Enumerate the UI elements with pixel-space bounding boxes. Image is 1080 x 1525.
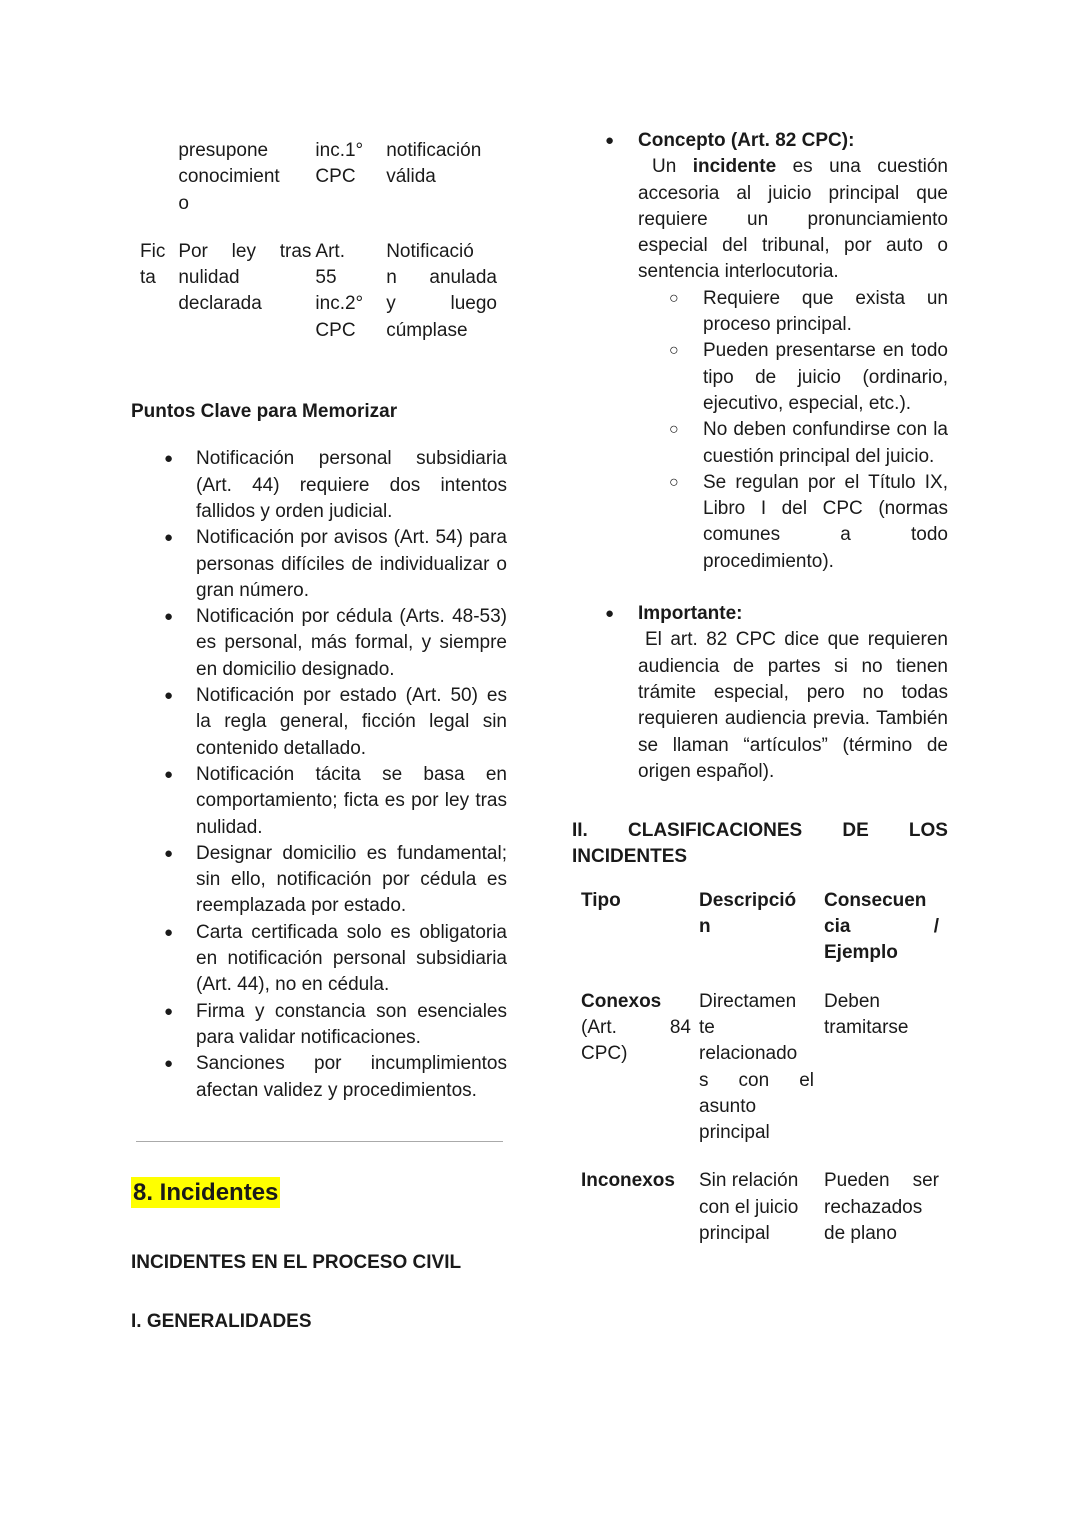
table-row <box>131 239 507 344</box>
table-cell: inc.1° CPC <box>315 140 364 188</box>
list-item: ● Notificación por estado (Art. 50) es la regla general, ficción legal sin contenido detallado. <box>131 683 507 762</box>
tipo-label: Inconexos <box>581 1170 675 1192</box>
concept-text-post: es una cuestión accesoria al juicio principal que requiere un pronunciamiento especial del tribunal, por auto o sentencia interlocutoria. <box>638 156 948 283</box>
table-cell: Deben tramitarse <box>824 990 909 1038</box>
table-row <box>131 128 507 239</box>
list-item: ● Designar domicilio es fundamental; sin ello, notificación por cédula es reemplazada por estado. <box>131 841 507 920</box>
right-column <box>572 128 948 1247</box>
concept-heading: ● Concepto (Art. 82 CPC): <box>638 130 855 151</box>
list-item: ● Firma y constancia son esenciales para validar notificaciones. <box>131 999 507 1052</box>
classifications-title <box>572 818 948 871</box>
list-item: ● Carta certificada solo es obligatoria en notificación personal subsidiaria (Art. 44), no en cédula. <box>131 920 507 999</box>
notification-table <box>131 128 507 344</box>
chapter-title-wrap <box>131 1177 507 1208</box>
important-item <box>572 601 948 785</box>
header-cell: Descripció n <box>699 889 797 938</box>
left-column <box>131 128 507 1336</box>
list-item: ● Notificación por cédula (Arts. 48-53) es personal, más formal, y siempre en domicilio designado. <box>131 604 507 683</box>
chapter-title: 8. Incidentes <box>133 1178 279 1206</box>
concept-text-bold: incidente <box>692 156 777 178</box>
important-heading: ● Importante: <box>638 603 743 625</box>
list-item: ● Notificación personal subsidiaria (Art. 44) requiere dos intentos fallidos y orden judicial. <box>131 446 507 525</box>
section-divider <box>136 1141 503 1142</box>
tipo-label: Conexos <box>581 990 662 1012</box>
section-heading: I. GENERALIDADES <box>131 1311 312 1333</box>
table-cell: Notificació n anulada y luego cúmplase <box>386 240 497 341</box>
concept-list <box>572 128 948 785</box>
table-cell: Sin relación con el juicio principal <box>699 1170 799 1244</box>
sublist-item: ○ No deben confundirse con la cuestión principal del juicio. <box>638 417 948 470</box>
concept-text <box>638 154 948 285</box>
concept-item <box>572 128 948 575</box>
table-cell <box>131 128 178 239</box>
table-row <box>581 989 939 1169</box>
header-cell: Tipo <box>581 889 621 911</box>
key-points-title: Puntos Clave para Memorizar <box>131 401 398 423</box>
header-cell: Consecuen cia / Ejemplo <box>824 889 939 964</box>
table-cell: Conexos (Art. 84 CPC) <box>581 990 691 1065</box>
list-item: ● Notificación por avisos (Art. 54) para personas difíciles de individualizar o gran número. <box>131 525 507 604</box>
table-cell: presupone conocimient o <box>178 140 280 214</box>
table-cell: Pueden ser rechazados de plano <box>824 1170 939 1244</box>
important-text: El art. 82 CPC dice que requieren audiencia de partes si no tienen trámite especial, pero no todas requieren audiencia previa. También se llaman “artículos” (término de origen español). <box>638 629 948 782</box>
classifications-title-text: II. CLASIFICACIONES DE LOS INCIDENTES <box>572 820 948 868</box>
list-item: ● Sanciones por incumplimientos afectan validez y procedimientos. <box>131 1051 507 1104</box>
table-cell: Por ley tras nulidad declarada <box>178 240 312 315</box>
table-header-row <box>581 888 939 989</box>
sublist-item: ○ Requiere que exista un proceso principal. <box>638 286 948 339</box>
sublist-item: ○ Se regulan por el Título IX, Libro I del CPC (normas comunes a todo procedimiento). <box>638 470 948 575</box>
table-row <box>581 1168 939 1247</box>
list-item: ● Notificación tácita se basa en comportamiento; ficta es por ley tras nulidad. <box>131 762 507 841</box>
table-cell: notificación válida <box>386 140 482 188</box>
chapter-subtitle: INCIDENTES EN EL PROCESO CIVIL <box>131 1252 462 1274</box>
table-cell: Fic ta <box>140 240 166 289</box>
concept-sublist <box>638 286 948 575</box>
classifications-table <box>581 888 939 1248</box>
sublist-item: ○ Pueden presentarse en todo tipo de juicio (ordinario, ejecutivo, especial, etc.). <box>638 338 948 417</box>
concept-text-pre: Un <box>652 156 693 178</box>
table-cell: Art. 55 inc.2° CPC <box>315 240 364 341</box>
key-points-list <box>131 446 507 1103</box>
table-cell: Directamen te relacionado s con el asunto principal <box>699 990 814 1144</box>
table-cell <box>581 1168 699 1247</box>
